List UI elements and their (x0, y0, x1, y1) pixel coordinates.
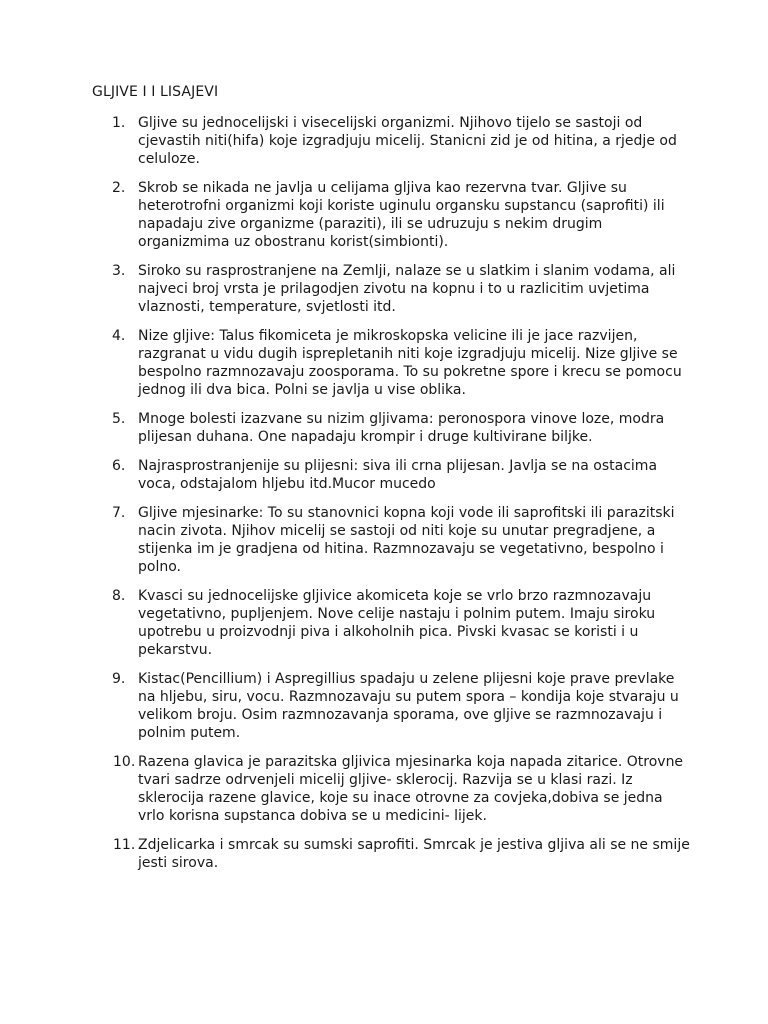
document-page (92, 83, 692, 883)
list-item-text: Siroko su rasprostranjene na Zemlji, nalaze se u slatkim i slanim vodama, ali najveci broj vrsta je prilagodjen zivotu na kopnu i to u razlicitim uvjetima vlaznosti, temperature, svjetlosti itd. (138, 263, 676, 315)
list-item (92, 262, 692, 316)
list-item (92, 587, 692, 659)
list-item (92, 836, 692, 872)
document-title: GLJIVE I I LISAJEVI (92, 84, 219, 100)
list-item (92, 753, 692, 825)
list-item (92, 179, 692, 251)
list-item-number: 3. (112, 263, 126, 279)
list-item-text: Najrasprostranjenije su plijesni: siva ili crna plijesan. Javlja se na ostacima voca, odstajalom hljebu itd.Mucor mucedo (138, 458, 658, 492)
list-item-text: Nize gljive: Talus fikomiceta je mikroskopska velicine ili je jace razvijen, razgranat u vidu dugih isprepletanih niti koje izgradjuju micelij. Nize gljive se bespolno razmnozavaju zoosporama. To su pokretne spore i krecu se pomocu jednog ili dva bica. Polni se javlja u vise oblika. (138, 328, 682, 398)
list-item (92, 670, 692, 742)
numbered-list (92, 114, 692, 872)
list-item-number: 8. (112, 588, 126, 604)
list-item-number: 7. (112, 505, 126, 521)
list-item-text: Razena glavica je parazitska gljivica mjesinarka koja napada zitarice. Otrovne tvari sadrze odrvenjeli micelij gljive- sklerocij. Razvija se u klasi razi. Iz sklerocija razene glavice, koje su inace otrovne za covjeka,dobiva se jedna vrlo korisna supstanca dobiva se u medicini- lijek. (138, 754, 684, 824)
list-item (92, 327, 692, 399)
list-item (92, 114, 692, 168)
list-item-text: Kvasci su jednocelijske gljivice akomiceta koje se vrlo brzo razmnozavaju vegetativno, pupljenjem. Nove celije nastaju i polnim putem. Imaju siroku upotrebu u proizvodnji piva i alkoholnih pica. Pivski kvasac se koristi i u pekarstvu. (138, 588, 656, 658)
list-item-number: 6. (112, 458, 126, 474)
list-item-text: Kistac(Pencillium) i Aspregillius spadaju u zelene plijesni koje prave prevlake na hljebu, siru, vocu. Razmnozavaju su putem spora – kondija koje stvaraju u velikom broju. Osim razmnozavanja sporama, ove gljive se razmnozavaju i polnim putem. (138, 671, 679, 741)
list-item-text: Gljive mjesinarke: To su stanovnici kopna koji vode ili saprofitski ili parazitski nacin zivota. Njihov micelij se sastoji od niti koje su unutar pregradjene, a stijenka im je gradjena od hitina. Razmnozavaju se vegetativno, bespolno i polno. (138, 505, 675, 575)
list-item (92, 504, 692, 576)
list-item-number: 11. (113, 837, 136, 853)
list-item-number: 10. (113, 754, 136, 770)
list-item-number: 1. (112, 115, 126, 131)
list-item-text: Mnoge bolesti izazvane su nizim gljivama: peronospora vinove loze, modra plijesan duhana. One napadaju krompir i druge kultivirane biljke. (138, 411, 665, 445)
list-item-number: 2. (112, 180, 126, 196)
list-item-text: Gljive su jednocelijski i visecelijski organizmi. Njihovo tijelo se sastoji od cjevastih niti(hifa) koje izgradjuju micelij. Stanicni zid je od hitina, a rjedje od celuloze. (138, 115, 677, 167)
list-item-text: Skrob se nikada ne javlja u celijama gljiva kao rezervna tvar. Gljive su heterotrofni organizmi koji koriste uginulu organsku supstancu (saprofiti) ili napadaju zive organizme (paraziti), ili se udruzuju s nekim drugim organizmima uz obostranu korist(simbionti). (138, 180, 665, 250)
list-item-number: 5. (112, 411, 126, 427)
list-item (92, 457, 692, 493)
list-item-text: Zdjelicarka i smrcak su sumski saprofiti. Smrcak je jestiva gljiva ali se ne smije jesti sirova. (138, 837, 690, 871)
list-item-number: 9. (112, 671, 126, 687)
list-item (92, 410, 692, 446)
list-item-number: 4. (112, 328, 126, 344)
